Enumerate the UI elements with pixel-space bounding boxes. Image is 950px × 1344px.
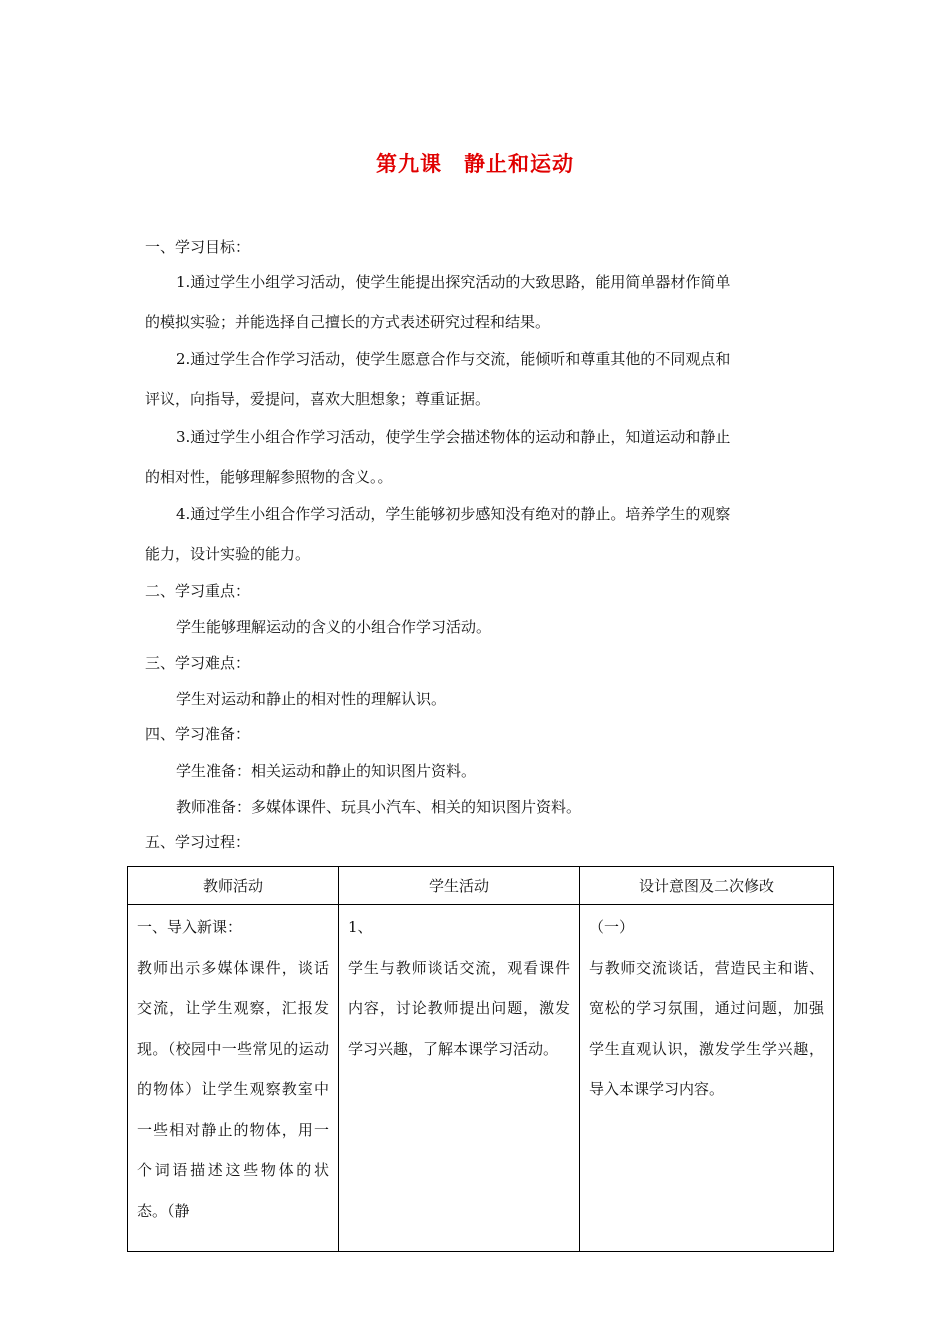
difficulty-text: 学生对运动和静止的相对性的理解认识。 — [176, 690, 447, 708]
goals-heading: 一、学习目标： — [145, 238, 251, 256]
preparation-teacher: 教师准备：多媒体课件、玩具小汽车、相关的知识图片资料。 — [176, 798, 582, 816]
goal-2-line-1: 2.通过学生合作学习活动，使学生愿意合作与交流，能倾听和尊重其他的不同观点和 — [176, 350, 731, 368]
goal-4-line-1: 4.通过学生小组合作学习活动，学生能够初步感知没有绝对的静止。培养学生的观察 — [176, 505, 731, 523]
student-activity-text: 1、 学生与教师谈话交流，观看课件内容，讨论教师提出问题，激发学习兴趣，了解本课学习活动。 — [348, 918, 570, 1058]
goal-3-line-1: 3.通过学生小组合作学习活动，使学生学会描述物体的运动和静止，知道运动和静止 — [176, 428, 731, 446]
goal-3-line-2: 的相对性，能够理解参照物的含义。。 — [145, 468, 393, 486]
goal-1-line-1: 1.通过学生小组学习活动，使学生能提出探究活动的大致思路，能用简单器材作简单 — [176, 273, 731, 291]
header-design-intent: 设计意图及二次修改 — [580, 867, 834, 905]
table-row — [128, 905, 834, 1252]
cell-teacher-activity — [128, 905, 339, 1252]
page-title: 第九课 静止和运动 — [376, 152, 574, 176]
lesson-process-table — [127, 866, 834, 1252]
goal-2-line-2: 评议，向指导，爱提问，喜欢大胆想象；尊重证据。 — [145, 390, 491, 408]
process-heading: 五、学习过程： — [145, 833, 251, 851]
difficulty-heading: 三、学习难点： — [145, 654, 251, 672]
design-intent-text: （一） 与教师交流谈话，营造民主和谐、宽松的学习氛围，通过问题，加强学生直观认识，激发学生学兴趣，导入本课学习内容。 — [589, 918, 824, 1098]
preparation-student: 学生准备：相关运动和静止的知识图片资料。 — [176, 762, 477, 780]
teacher-activity-text: 一、导入新课： 教师出示多媒体课件，谈话交流，让学生观察，汇报发现。（校园中一些常见的运动的物体）让学生观察教室中一些相对静止的物体，用一个词语描述这些物体的状态。（静 — [137, 918, 329, 1220]
cell-design-intent — [580, 905, 834, 1252]
key-point-text: 学生能够理解运动的含义的小组合作学习活动。 — [176, 618, 492, 636]
key-point-heading: 二、学习重点： — [145, 582, 251, 600]
goal-1-line-2: 的模拟实验；并能选择自己擅长的方式表述研究过程和结果。 — [145, 313, 551, 331]
cell-student-activity — [339, 905, 580, 1252]
preparation-heading: 四、学习准备： — [145, 725, 251, 743]
goal-4-line-2: 能力，设计实验的能力。 — [145, 545, 311, 563]
header-student-activity: 学生活动 — [339, 867, 580, 905]
header-teacher-activity: 教师活动 — [128, 867, 339, 905]
table-header-row — [128, 867, 834, 905]
